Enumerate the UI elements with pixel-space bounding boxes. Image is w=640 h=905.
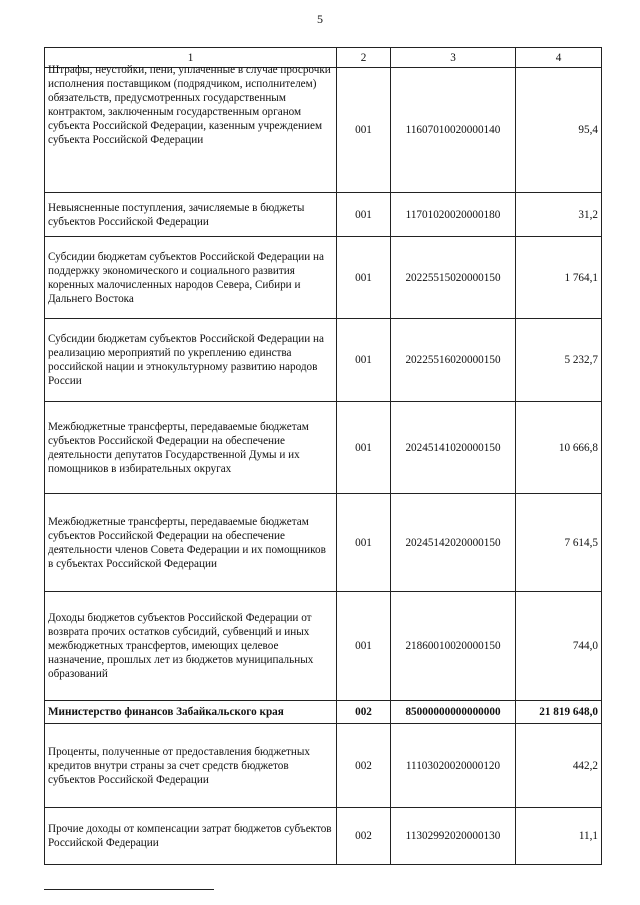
table-row [45,68,602,193]
row-code: 001 [337,402,391,494]
row-description: Межбюджетные трансферты, передаваемые бюджетам субъектов Российской Федерации на обеспечение деятельности членов Совета Федерации и их помощников в субъектах Российской Федерации [45,494,337,592]
row-description: Доходы бюджетов субъектов Российской Федерации от возврата прочих остатков субсидий, субвенций и иных межбюджетных трансфертов, имеющих целевое назначение, прошлых лет из бюджетов муниципальных образований [45,592,337,701]
row-code: 002 [337,724,391,808]
row-code: 002 [337,808,391,865]
table-row [45,193,602,237]
row-amount: 442,2 [516,724,602,808]
table-row [45,592,602,701]
row-code: 001 [337,494,391,592]
row-amount: 11,1 [516,808,602,865]
row-kbk: 20245141020000150 [391,402,516,494]
row-description: Субсидии бюджетам субъектов Российской Федерации на реализацию мероприятий по укреплению единства российской нации и этнокультурному развитию народов России [45,319,337,402]
row-amount: 31,2 [516,193,602,237]
row-kbk: 20245142020000150 [391,494,516,592]
row-code: 001 [337,193,391,237]
page-number: 5 [317,12,323,26]
table-row [45,402,602,494]
row-amount: 1 764,1 [516,237,602,319]
table-row [45,724,602,808]
footnote-divider [44,889,214,890]
row-kbk: 11701020020000180 [391,193,516,237]
row-description: Невыясненные поступления, зачисляемые в бюджеты субъектов Российской Федерации [45,193,337,237]
row-kbk: 11103020020000120 [391,724,516,808]
ministry-name: Министерство финансов Забайкальского края [45,701,337,724]
ministry-kbk: 85000000000000000 [391,701,516,724]
row-amount: 744,0 [516,592,602,701]
table-row [45,808,602,865]
row-kbk: 11302992020000130 [391,808,516,865]
row-kbk: 21860010020000150 [391,592,516,701]
ministry-code: 002 [337,701,391,724]
row-kbk: 20225516020000150 [391,319,516,402]
ministry-total: 21 819 648,0 [516,701,602,724]
row-kbk: 11607010020000140 [391,68,516,193]
table-row [45,319,602,402]
row-amount: 5 232,7 [516,319,602,402]
row-description: Проценты, полученные от предоставления бюджетных кредитов внутри страны за счет средств бюджетов субъектов Российской Федерации [45,724,337,808]
row-code: 001 [337,68,391,193]
header-col-4: 4 [516,48,602,68]
row-amount: 10 666,8 [516,402,602,494]
table-row [45,494,602,592]
row-amount: 7 614,5 [516,494,602,592]
revenue-table [44,47,602,865]
table-row [45,237,602,319]
row-code: 001 [337,237,391,319]
row-amount: 95,4 [516,68,602,193]
row-kbk: 20225515020000150 [391,237,516,319]
row-description: Межбюджетные трансферты, передаваемые бюджетам субъектов Российской Федерации на обеспечение деятельности депутатов Государственной Думы и их помощников в избирательных округах [45,402,337,494]
row-code: 001 [337,592,391,701]
header-col-1: 1 [45,48,337,68]
row-description: Субсидии бюджетам субъектов Российской Федерации на поддержку экономического и социального развития коренных малочисленных народов Севера, Сибири и Дальнего Востока [45,237,337,319]
ministry-row [45,701,602,724]
row-description: Прочие доходы от компенсации затрат бюджетов субъектов Российской Федерации [45,808,337,865]
header-col-3: 3 [391,48,516,68]
row-code: 001 [337,319,391,402]
row-description: Штрафы, неустойки, пени, уплаченные в случае просрочки исполнения поставщиком (подрядчиком, исполнителем) обязательств, предусмотренных государственным контрактом, заключенным государственным органом субъекта Российской Федерации, казенным учреждением субъекта Российской Федерации [45,68,337,193]
header-col-2: 2 [337,48,391,68]
